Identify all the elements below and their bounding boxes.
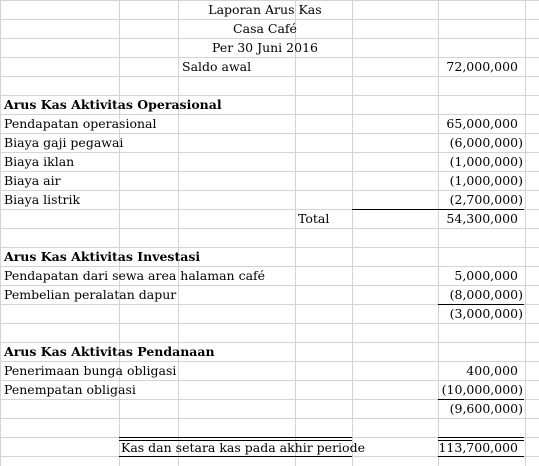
gridline (525, 0, 526, 466)
closing-value: 113,700,000 (438, 440, 518, 455)
gridline (0, 19, 539, 20)
gridline (0, 114, 539, 115)
gridline (0, 228, 539, 229)
op-row-label: Biaya air (4, 173, 61, 188)
gridline (0, 285, 539, 286)
op-row-value: (2,700,000) (449, 192, 523, 207)
gridline (0, 171, 539, 172)
gridline (0, 0, 539, 1)
gridline (0, 190, 539, 191)
gridline (0, 247, 539, 248)
fin-row-label: Penerimaan bunga obligasi (4, 363, 177, 378)
op-row-label: Biaya gaji pegawai (4, 135, 124, 150)
gridline (0, 323, 539, 324)
opening-balance-label: Saldo awal (182, 59, 252, 74)
report-title: Laporan Arus Kas (208, 2, 322, 17)
fin-row-value: 400,000 (466, 363, 518, 378)
closing-double-rule (438, 437, 524, 438)
fin-row-label: Penempatan obligasi (4, 382, 136, 397)
gridline (0, 0, 1, 466)
op-row-value: (6,000,000) (449, 135, 523, 150)
gridline (0, 76, 539, 77)
sum-rule (438, 399, 524, 400)
closing-underline (119, 456, 352, 457)
op-row-value: (1,000,000) (449, 173, 523, 188)
opening-balance-value: 72,000,000 (446, 59, 518, 74)
gridline (0, 361, 539, 362)
inv-row-value: (8,000,000) (449, 287, 523, 302)
gridline (0, 95, 539, 96)
section-heading-pendanaan: Arus Kas Aktivitas Pendanaan (4, 344, 215, 359)
gridline (0, 418, 539, 419)
company-name: Casa Café (233, 21, 297, 36)
inv-row-label: Pembelian peralatan dapur (4, 287, 177, 302)
gridline (0, 152, 539, 153)
closing-label: Kas dan setara kas pada akhir periode (121, 440, 365, 455)
gridline (0, 266, 539, 267)
gridline (0, 57, 539, 58)
inv-row-label: Pendapatan dari sewa area halaman café (4, 268, 266, 283)
gridline (178, 0, 179, 466)
gridline (0, 133, 539, 134)
inv-total-value: (3,000,000) (449, 306, 523, 321)
report-period: Per 30 Juni 2016 (212, 40, 318, 55)
op-total-label: Total (298, 211, 330, 226)
closing-double-rule (119, 437, 352, 438)
fin-row-value: (10,000,000) (441, 382, 523, 397)
gridline (0, 380, 539, 381)
inv-row-value: 5,000,000 (454, 268, 518, 283)
gridline (295, 0, 296, 466)
op-row-value: (1,000,000) (449, 154, 523, 169)
op-row-label: Biaya iklan (4, 154, 75, 169)
op-row-label: Pendapatan operasional (4, 116, 157, 131)
section-heading-investasi: Arus Kas Aktivitas Investasi (4, 249, 201, 264)
section-heading-operasional: Arus Kas Aktivitas Operasional (4, 97, 222, 112)
closing-underline (438, 456, 524, 457)
gridline (0, 342, 539, 343)
gridline (0, 38, 539, 39)
sum-rule (352, 209, 524, 210)
fin-total-value: (9,600,000) (449, 401, 523, 416)
sum-rule (438, 304, 524, 305)
op-row-label: Biaya listrik (4, 192, 81, 207)
gridline (352, 0, 353, 466)
op-row-value: 65,000,000 (446, 116, 518, 131)
op-total-value: 54,300,000 (446, 211, 518, 226)
